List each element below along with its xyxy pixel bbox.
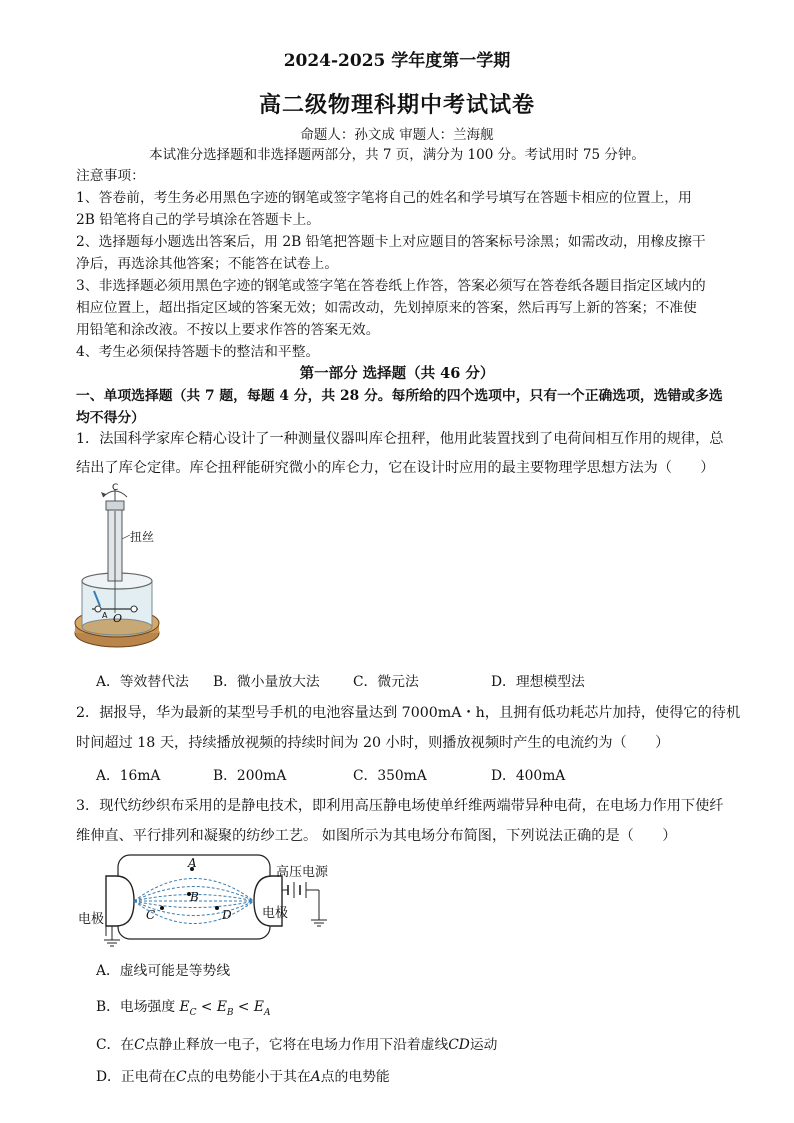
q1-label-top: C <box>112 483 119 493</box>
notice-line: 1、答卷前，考生务必用黑色字迹的钢笔或签字笔将自己的姓名和学号填写在答题卡相应的位置上，用 <box>76 190 692 206</box>
q1-stem: 1．法国科学家库仑精心设计了一种测量仪器叫库仑扭秤，他用此装置找到了电荷间相互作用的规律，总 <box>76 431 724 447</box>
q2-option-a: A．16mA <box>96 768 161 784</box>
part1-heading: 第一部分 选择题（共 46 分） <box>299 365 495 382</box>
exam-title: 高二级物理科期中考试试卷 <box>258 92 535 118</box>
q3-power-label: 高压电源 <box>276 865 329 880</box>
q3-option-c <box>96 1033 497 1053</box>
q1-option-a: A．等效替代法 <box>96 674 189 690</box>
q1-stem: 结出了库仑定律。库仑扭秤能研究微小的库仑力，它在设计时应用的最主要物理学思想方法为（ ） <box>76 460 715 476</box>
exam-intro: 本试准分选择题和非选择题两部分，共 7 页，满分为 100 分。考试用时 75 分钟。 <box>149 147 645 163</box>
notice-line: 2B 铅笔将自己的学号填涂在答题卡上。 <box>76 212 321 228</box>
q2-stem: 时间超过 18 天，持续播放视频的持续时间为 20 小时，则播放视频时产生的电流约为（ ） <box>76 735 670 751</box>
q2-option-b: B．200mA <box>213 768 287 784</box>
q3-option-c-text: 点静止释放一电子，它将在电场力作用下沿着虚线 <box>144 1037 449 1053</box>
q3-option-b <box>96 995 270 1018</box>
q3-var-e: E <box>216 999 227 1015</box>
exam-authors: 命题人：孙文成 审题人：兰海舰 <box>300 127 494 143</box>
notice-line: 3、非选择题必须用黑色字迹的钢笔或签字笔在答卷纸上作答，答案必须写在答卷纸各题目指定区域内的 <box>76 278 706 294</box>
q2-stem: 2．据报导，华为最新的某型号手机的电池容量达到 7000mA・h，且拥有低功耗芯片加持，使得它的待机 <box>76 705 741 721</box>
q3-left-electrode-label: 电极 <box>78 912 105 927</box>
q3-option-d <box>96 1065 390 1085</box>
q3-point-c: C <box>146 908 156 922</box>
notice-line: 净后，再选涂其他答案；不能答在试卷上。 <box>76 256 339 272</box>
q3-lt: < <box>237 999 250 1015</box>
q3-option-b-prefix: B．电场强度 <box>96 999 180 1015</box>
q3-lt: < <box>200 999 213 1015</box>
q2-option-c: C．350mA <box>353 768 427 784</box>
notice-line: 用铅笔和涂改液。不按以上要求作答的答案无效。 <box>76 322 380 338</box>
section-heading-cont: 均不得分） <box>76 410 145 426</box>
q3-var-e: E <box>253 999 264 1015</box>
notice-line: 2、选择题每小题选出答案后，用 2B 铅笔把答题卡上对应题目的答案标号涂黑；如需改动，用橡皮擦干 <box>76 234 706 250</box>
q3-option-d-text: D．正电荷在 <box>96 1069 177 1085</box>
q3-stem: 3．现代纺纱织布采用的是静电技术，即利用高压静电场使单纤维两端带异种电荷，在电场力作用下使纤 <box>76 798 724 814</box>
exam-term: 2024-2025 学年度第一学期 <box>283 51 511 71</box>
q1-option-c: C．微元法 <box>353 674 419 690</box>
q3-stem: 维伸直、平行排列和凝聚的纺纱工艺。 如图所示为其电场分布简图，下列说法正确的是（ ） <box>76 828 677 844</box>
q3-var-a: A <box>310 1069 321 1085</box>
q1-option-d: D．理想模型法 <box>491 674 585 690</box>
q2-option-d: D．400mA <box>491 768 566 784</box>
q1-label-a: A <box>102 611 108 620</box>
q3-option-d-text: 点的电势能 <box>320 1069 390 1085</box>
notice-line: 4、考生必须保持答题卡的整洁和平整。 <box>76 344 320 360</box>
q3-point-d: D <box>222 908 232 922</box>
q3-point-a: A <box>188 856 197 870</box>
q3-right-electrode-label: 电极 <box>262 906 289 921</box>
q3-var-cd: CD <box>448 1037 470 1053</box>
q3-sub-a: A <box>263 1007 271 1018</box>
q3-option-a: A．虚线可能是等势线 <box>96 963 231 979</box>
q3-var-e: E <box>179 999 190 1015</box>
q3-var-c: C <box>134 1037 145 1053</box>
torsion-balance-figure <box>70 483 170 655</box>
notice-line: 相应位置上，超出指定区域的答案无效；如需改动，先划掉原来的答案，然后再写上新的答案；不准使 <box>76 300 697 316</box>
q3-sub-c: C <box>189 1007 197 1018</box>
notice-heading: 注意事项： <box>76 168 145 184</box>
section-heading: 一、单项选择题（共 7 题，每题 4 分，共 28 分。每所给的四个选项中，只有一个正确选项，选错或多选 <box>76 388 723 404</box>
q1-label-wire: 扭丝 <box>130 530 155 544</box>
q3-point-b: B <box>190 890 199 904</box>
q3-option-d-text: 点的电势能小于其在 <box>186 1069 311 1085</box>
q1-label-o: O <box>113 612 123 625</box>
q3-sub-b: B <box>226 1007 234 1018</box>
q1-option-b: B．微小量放大法 <box>213 674 320 690</box>
q3-var-c: C <box>176 1069 187 1085</box>
q3-option-c-text: C．在 <box>96 1037 135 1053</box>
q3-option-c-text: 运动 <box>469 1037 498 1053</box>
